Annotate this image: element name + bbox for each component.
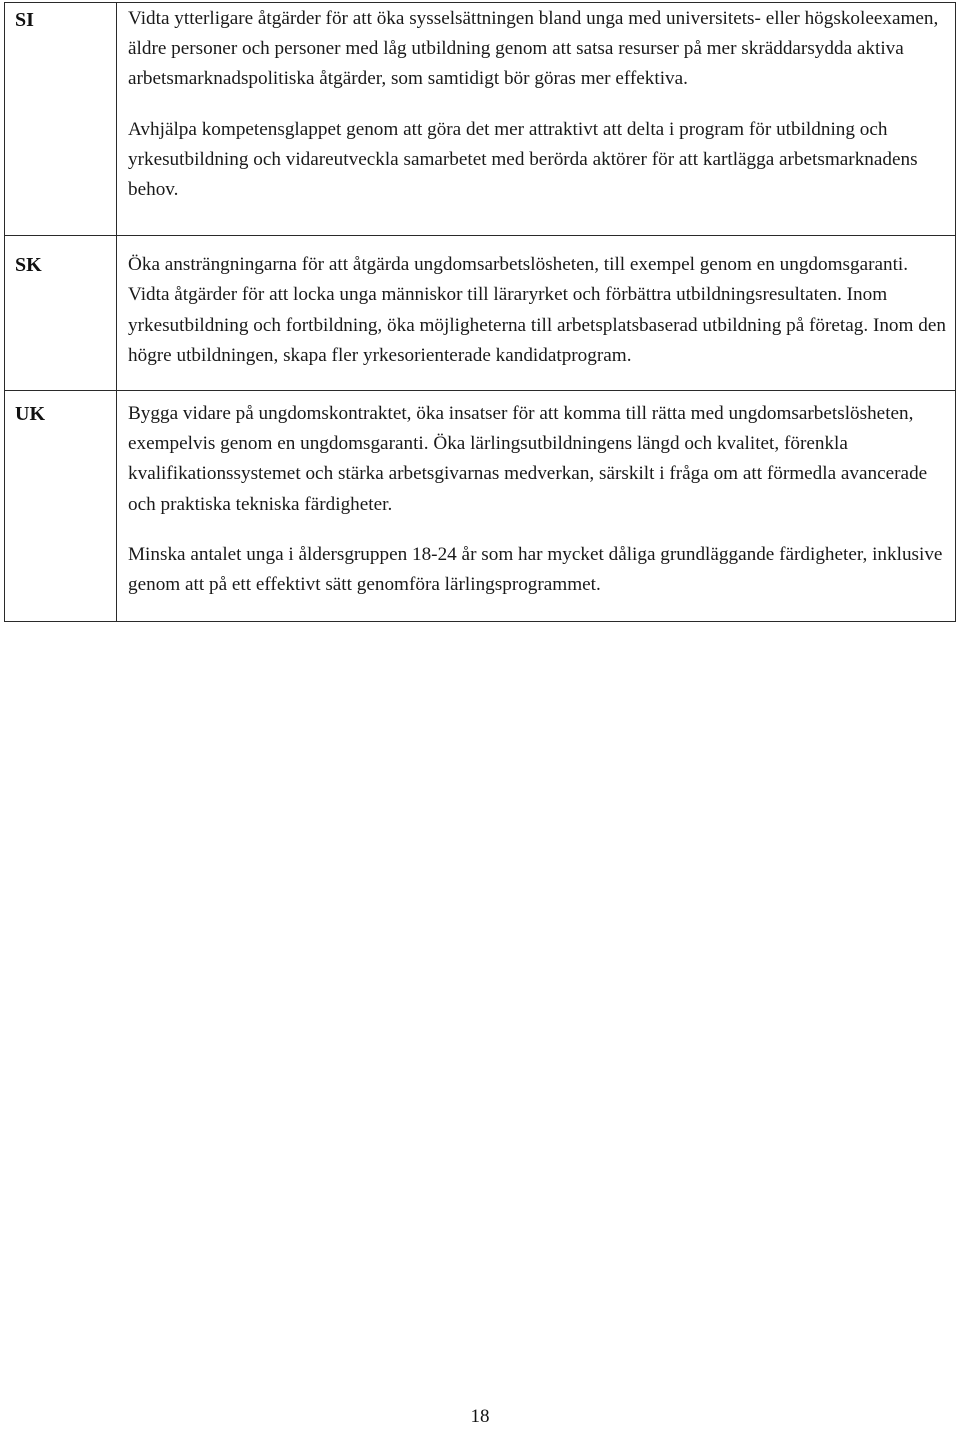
page-number: 18 [470, 1406, 490, 1427]
recommendation-paragraph: Minska antalet unga i åldersgruppen 18-24 år som har mycket dåliga grundläggande färdigheter, inklusive genom att på ett effektivt sätt genomföra lärlingsprogrammet. [128, 543, 943, 596]
recommendation-paragraph: Avhjälpa kompetensglappet genom att göra det mer attraktivt att delta i program för utbildning och yrkesutbildning och vidareutveckla samarbetet med berörda aktörer för att kartlägga arbetsmarknadens behov. [128, 118, 918, 201]
country-recommendations-table [4, 2, 956, 622]
country-code-si: SI [5, 3, 117, 236]
recommendation-paragraph: Vidta ytterligare åtgärder för att öka sysselsättningen bland unga med universitets- eller högskoleexamen, äldre personer och personer med låg utbildning genom att satsa resurser på mer skräddarsydda aktiva arbetsmarknadspolitiska åtgärder, som samtidigt bör göras mer effektiva. [128, 8, 939, 90]
table-row-si [5, 3, 956, 236]
recommendation-text-sk [117, 236, 956, 391]
table-row-sk [5, 236, 956, 391]
recommendation-text-uk [117, 391, 956, 622]
country-code-sk: SK [5, 236, 117, 391]
recommendation-paragraph: Öka ansträngningarna för att åtgärda ungdomsarbetslösheten, till exempel genom en ungdomsgaranti. Vidta åtgärder för att locka unga människor till läraryrket och förbättra utbildningsresultaten. Inom yrkesutbildning och fortbildning, öka möjligheterna till arbetsplatsbaserad utbildning på företag. Inom den högre utbildningen, skapa fler yrkesorienterade kandidatprogram. [128, 254, 946, 366]
country-code-uk: UK [5, 391, 117, 622]
recommendation-text-si [117, 3, 956, 236]
recommendation-paragraph: Bygga vidare på ungdomskontraktet, öka insatser för att komma till rätta med ungdomsarbetslösheten, exempelvis genom en ungdomsgaranti. Öka lärlingsutbildningens längd och kvalitet, förenkla kvalifikationssystemet och stärka arbetsgivarnas medverkan, särskilt i fråga om att förmedla avancerade och praktiska tekniska färdigheter. [128, 403, 928, 515]
table-row-uk [5, 391, 956, 622]
